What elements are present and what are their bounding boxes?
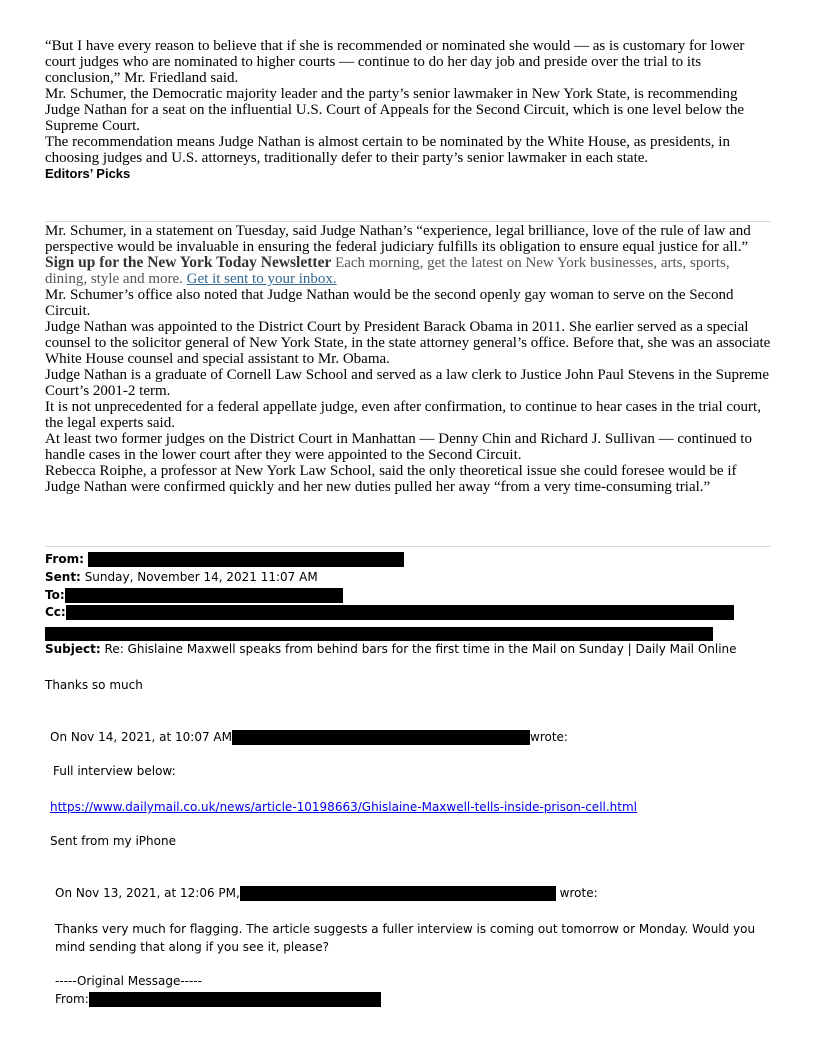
original-from-row	[55, 992, 381, 1007]
email-subject-row	[45, 642, 737, 656]
newsletter-promo	[45, 255, 773, 287]
article-paragraph: It is not unprecedented for a federal appellate judge, even after confirmation, to continue to hear cases in the trial court, the legal experts said.	[45, 399, 761, 431]
article-block-2	[45, 223, 773, 495]
article-paragraph: Mr. Schumer, the Democratic majority leader and the party’s senior lawmaker in New York State, is recommending Judge Nathan for a seat on the influential U.S. Court of Appeals for the Second Circuit, which is one level below the Supreme Court.	[45, 86, 745, 134]
redaction-bar	[232, 730, 530, 745]
to-label: To:	[45, 588, 65, 602]
editors-picks-heading: Editors’ Picks	[45, 166, 131, 181]
quote-prefix: On Nov 13, 2021, at 12:06 PM,	[55, 886, 240, 900]
article-paragraph: Judge Nathan is a graduate of Cornell Law School and served as a law clerk to Justice John Paul Stevens in the Supreme Court’s 2001-2 term.	[45, 367, 769, 399]
newsletter-body: Each morning, get the latest on New York businesses, arts, sports, dining, style and more.	[45, 255, 730, 287]
redaction-bar	[240, 886, 556, 901]
orig-from-label: From:	[55, 992, 89, 1006]
quote-suffix: wrote:	[530, 730, 568, 744]
email-body: Thanks so much	[45, 678, 143, 692]
article-paragraph: Mr. Schumer, in a statement on Tuesday, said Judge Nathan’s “experience, legal brilliance, love of the rule of law and perspective would be invaluable in ensuring the federal judiciary fulfills its obligation to ensure equal justice for all.”	[45, 223, 751, 255]
sent-value: Sunday, November 14, 2021 11:07 AM	[84, 570, 318, 584]
quote-suffix: wrote:	[559, 886, 598, 900]
quote-header	[55, 886, 598, 901]
newsletter-title: Sign up for the New York Today Newsletter	[45, 254, 332, 271]
divider	[45, 546, 771, 547]
redaction-bar	[65, 588, 343, 603]
email-to-row	[45, 588, 343, 603]
article-paragraph: Judge Nathan was appointed to the District Court by President Barack Obama in 2011. She earlier served as a special counsel to the solicitor general of New York State, in the state attorney general’s office. Before that, she was an associate White House counsel and special assistant to Mr. Obama.	[45, 319, 771, 367]
article-paragraph: Rebecca Roiphe, a professor at New York Law School, said the only theoretical issue she could foresee would be if Judge Nathan were confirmed quickly and her new duties pulled her away “from a very time-consuming trial.”	[45, 463, 737, 495]
article-block	[45, 38, 773, 182]
divider	[45, 221, 771, 222]
subject-value: Re: Ghislaine Maxwell speaks from behind bars for the first time in the Mail on Sunday | Daily Mail Online	[104, 642, 737, 656]
email-from-row	[45, 552, 404, 567]
article-paragraph: At least two former judges on the District Court in Manhattan — Denny Chin and Richard J. Sullivan — continued to handle cases in the lower court after they were appointed to the Second Circuit.	[45, 431, 752, 463]
redaction-bar	[88, 552, 404, 567]
article-link[interactable]: https://www.dailymail.co.uk/news/article-10198663/Ghislaine-Maxwell-tells-inside-prison-cell.html	[50, 800, 638, 814]
from-label: From:	[45, 552, 84, 566]
quote-prefix: On Nov 14, 2021, at 10:07 AM	[50, 730, 232, 744]
redaction-bar	[66, 605, 734, 620]
redaction-bar	[89, 992, 381, 1007]
article-paragraph: “But I have every reason to believe that if she is recommended or nominated she would — as is customary for lower court judges who are nominated to higher courts — continue to do her day job and preside over the trial to its conclusion,” Mr. Friedland said.	[45, 38, 745, 86]
quote-body: Full interview below:	[53, 764, 176, 778]
email-cc-row-continued	[45, 625, 713, 643]
sent-label: Sent:	[45, 570, 81, 584]
quote-link-row	[50, 800, 637, 814]
newsletter-signup-link[interactable]: Get it sent to your inbox.	[186, 271, 337, 287]
quote-body: Thanks very much for flagging. The article suggests a fuller interview is coming out tomorrow or Monday. Would you mind sending that along if you see it, please?	[55, 922, 756, 954]
quote-signature: Sent from my iPhone	[50, 834, 176, 848]
email-cc-row	[45, 605, 734, 620]
original-message-divider: -----Original Message-----	[55, 974, 202, 988]
cc-label: Cc:	[45, 605, 66, 619]
article-paragraph: Mr. Schumer’s office also noted that Judge Nathan would be the second openly gay woman to serve on the Second Circuit.	[45, 287, 734, 319]
subject-label: Subject:	[45, 642, 101, 656]
article-paragraph: The recommendation means Judge Nathan is almost certain to be nominated by the White House, as presidents, in choosing judges and U.S. attorneys, traditionally defer to their party’s senior lawmaker in each state.	[45, 134, 730, 166]
quote-header	[50, 730, 568, 745]
email-sent-row	[45, 570, 318, 584]
redaction-bar	[45, 627, 713, 641]
